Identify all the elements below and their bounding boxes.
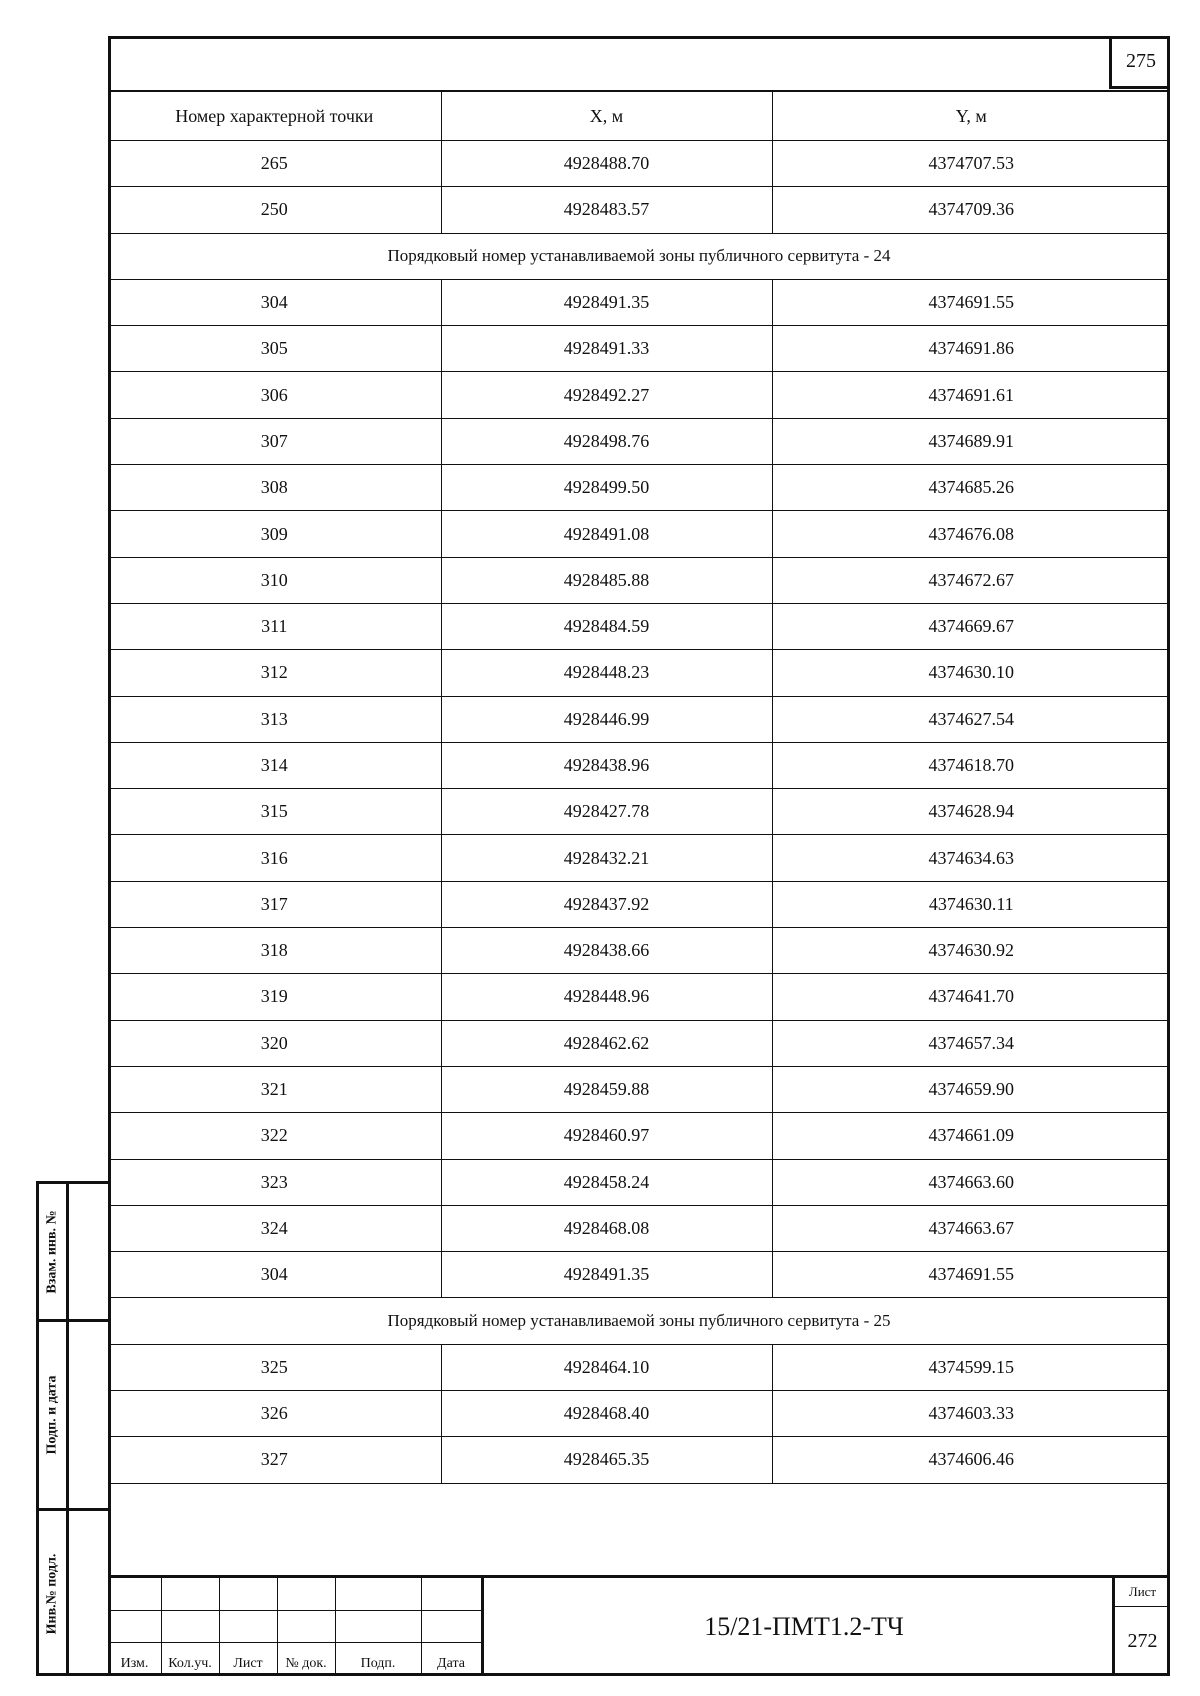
zone-title-row	[108, 1298, 1170, 1344]
y-cell: 4374634.63	[772, 835, 1170, 881]
stamp-podp-cell	[39, 1322, 108, 1511]
point-number-cell: 327	[108, 1437, 441, 1483]
x-cell: 4928459.88	[441, 1066, 772, 1112]
x-cell: 4928484.59	[441, 603, 772, 649]
header-x: X, м	[441, 91, 772, 141]
table-row	[108, 187, 1170, 233]
point-number-cell: 304	[108, 1252, 441, 1298]
y-cell: 4374606.46	[772, 1437, 1170, 1483]
x-cell: 4928458.24	[441, 1159, 772, 1205]
page-number: 275	[1109, 36, 1170, 89]
table-row	[108, 1020, 1170, 1066]
x-cell: 4928492.27	[441, 372, 772, 418]
table-row	[108, 603, 1170, 649]
table-row	[108, 1344, 1170, 1390]
table-row	[108, 650, 1170, 696]
y-cell: 4374689.91	[772, 418, 1170, 464]
y-cell: 4374618.70	[772, 742, 1170, 788]
y-cell: 4374669.67	[772, 603, 1170, 649]
stamp-vzam-label: Взам. инв. №	[44, 1209, 60, 1294]
table-row	[108, 465, 1170, 511]
stamp-vzam-cell	[39, 1184, 108, 1322]
label-n-dok: № док.	[285, 1656, 327, 1671]
point-number-cell: 315	[108, 789, 441, 835]
point-number-cell: 323	[108, 1159, 441, 1205]
point-number-cell: 308	[108, 465, 441, 511]
table-row	[108, 1437, 1170, 1483]
y-cell: 4374691.55	[772, 1252, 1170, 1298]
table-row	[108, 511, 1170, 557]
x-cell: 4928468.40	[441, 1391, 772, 1437]
x-cell: 4928462.62	[441, 1020, 772, 1066]
stamp-podp-label: Подп. и дата	[44, 1375, 60, 1455]
label-podp: Подп.	[360, 1656, 396, 1671]
table-row	[108, 1252, 1170, 1298]
point-number-cell: 309	[108, 511, 441, 557]
zone-title: Порядковый номер устанавливаемой зоны публичного сервитута - 25	[108, 1298, 1170, 1344]
coordinates-table	[108, 90, 1170, 1484]
x-cell: 4928499.50	[441, 465, 772, 511]
point-number-cell: 312	[108, 650, 441, 696]
x-cell: 4928491.35	[441, 1252, 772, 1298]
point-number-cell: 313	[108, 696, 441, 742]
table-row	[108, 418, 1170, 464]
revision-grid	[108, 1578, 481, 1676]
point-number-cell: 322	[108, 1113, 441, 1159]
y-cell: 4374657.34	[772, 1020, 1170, 1066]
header-point-number: Номер характерной точки	[108, 91, 441, 141]
x-cell: 4928483.57	[441, 187, 772, 233]
x-cell: 4928491.33	[441, 326, 772, 372]
table-row	[108, 742, 1170, 788]
point-number-cell: 250	[108, 187, 441, 233]
point-number-cell: 314	[108, 742, 441, 788]
point-number-cell: 316	[108, 835, 441, 881]
table-row	[108, 279, 1170, 325]
sheet-box	[1112, 1578, 1170, 1676]
point-number-cell: 325	[108, 1344, 441, 1390]
y-cell: 4374685.26	[772, 465, 1170, 511]
document-code: 15/21-ПМТ1.2-ТЧ	[481, 1578, 1124, 1676]
x-cell: 4928498.76	[441, 418, 772, 464]
table-row	[108, 696, 1170, 742]
x-cell: 4928446.99	[441, 696, 772, 742]
stamp-inv-cell	[39, 1511, 108, 1676]
zone-title-row	[108, 233, 1170, 279]
point-number-cell: 304	[108, 279, 441, 325]
title-block	[108, 1575, 1170, 1676]
x-cell: 4928465.35	[441, 1437, 772, 1483]
y-cell: 4374630.10	[772, 650, 1170, 696]
table-row	[108, 141, 1170, 187]
label-data: Дата	[437, 1656, 465, 1671]
point-number-cell: 265	[108, 141, 441, 187]
y-cell: 4374630.92	[772, 928, 1170, 974]
point-number-cell: 319	[108, 974, 441, 1020]
point-number-cell: 324	[108, 1205, 441, 1251]
x-cell: 4928460.97	[441, 1113, 772, 1159]
table-row	[108, 1159, 1170, 1205]
x-cell: 4928464.10	[441, 1344, 772, 1390]
table-row	[108, 1066, 1170, 1112]
label-list: Лист	[233, 1656, 263, 1671]
point-number-cell: 307	[108, 418, 441, 464]
table-row	[108, 1205, 1170, 1251]
y-cell: 4374603.33	[772, 1391, 1170, 1437]
x-cell: 4928438.66	[441, 928, 772, 974]
table-row	[108, 789, 1170, 835]
y-cell: 4374691.55	[772, 279, 1170, 325]
side-stamp	[36, 1181, 108, 1676]
y-cell: 4374627.54	[772, 696, 1170, 742]
point-number-cell: 318	[108, 928, 441, 974]
point-number-cell: 326	[108, 1391, 441, 1437]
table-row	[108, 557, 1170, 603]
x-cell: 4928485.88	[441, 557, 772, 603]
table-row	[108, 928, 1170, 974]
label-kol-uch: Кол.уч.	[168, 1656, 212, 1671]
y-cell: 4374709.36	[772, 187, 1170, 233]
table-row	[108, 372, 1170, 418]
x-cell: 4928448.96	[441, 974, 772, 1020]
table-row	[108, 1391, 1170, 1437]
sheet-number: 272	[1127, 1629, 1158, 1652]
point-number-cell: 321	[108, 1066, 441, 1112]
table-header-row	[108, 91, 1170, 141]
stamp-inv-label: Инв.№ подл.	[44, 1553, 60, 1634]
x-cell: 4928432.21	[441, 835, 772, 881]
table-row	[108, 881, 1170, 927]
x-cell: 4928437.92	[441, 881, 772, 927]
table-row	[108, 326, 1170, 372]
y-cell: 4374663.60	[772, 1159, 1170, 1205]
y-cell: 4374663.67	[772, 1205, 1170, 1251]
table-row	[108, 1113, 1170, 1159]
point-number-cell: 310	[108, 557, 441, 603]
y-cell: 4374630.11	[772, 881, 1170, 927]
label-izm: Изм.	[120, 1656, 149, 1671]
y-cell: 4374676.08	[772, 511, 1170, 557]
x-cell: 4928448.23	[441, 650, 772, 696]
x-cell: 4928488.70	[441, 141, 772, 187]
y-cell: 4374599.15	[772, 1344, 1170, 1390]
y-cell: 4374707.53	[772, 141, 1170, 187]
point-number-cell: 305	[108, 326, 441, 372]
point-number-cell: 306	[108, 372, 441, 418]
x-cell: 4928491.35	[441, 279, 772, 325]
y-cell: 4374691.86	[772, 326, 1170, 372]
y-cell: 4374659.90	[772, 1066, 1170, 1112]
table-row	[108, 835, 1170, 881]
y-cell: 4374661.09	[772, 1113, 1170, 1159]
y-cell: 4374628.94	[772, 789, 1170, 835]
x-cell: 4928491.08	[441, 511, 772, 557]
y-cell: 4374691.61	[772, 372, 1170, 418]
header-y: Y, м	[772, 91, 1170, 141]
y-cell: 4374641.70	[772, 974, 1170, 1020]
sheet-label: Лист	[1115, 1578, 1170, 1607]
y-cell: 4374672.67	[772, 557, 1170, 603]
x-cell: 4928438.96	[441, 742, 772, 788]
zone-title: Порядковый номер устанавливаемой зоны публичного сервитута - 24	[108, 233, 1170, 279]
x-cell: 4928468.08	[441, 1205, 772, 1251]
x-cell: 4928427.78	[441, 789, 772, 835]
point-number-cell: 320	[108, 1020, 441, 1066]
point-number-cell: 317	[108, 881, 441, 927]
table-row	[108, 974, 1170, 1020]
point-number-cell: 311	[108, 603, 441, 649]
